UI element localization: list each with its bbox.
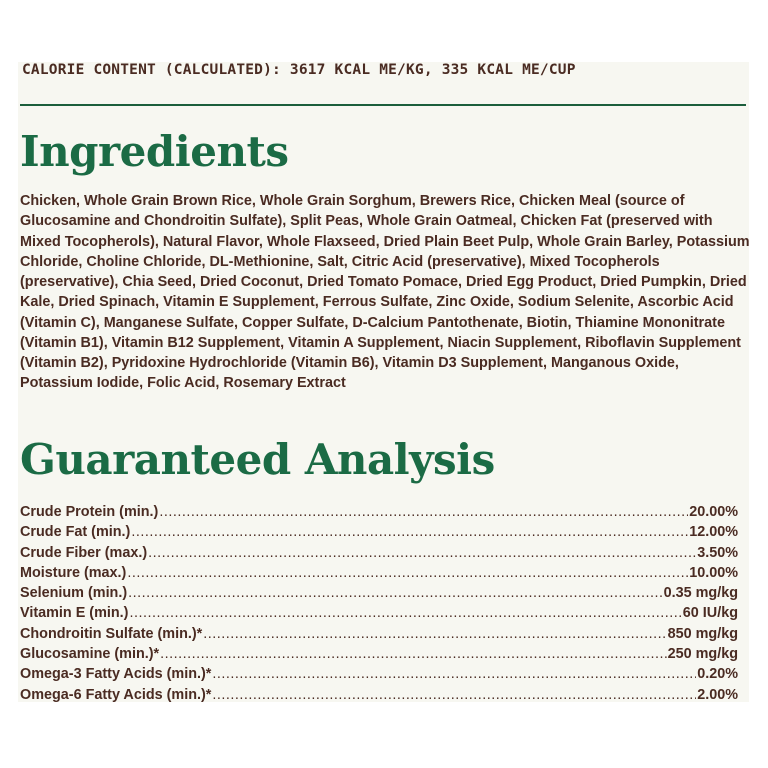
section-divider — [20, 104, 746, 106]
analysis-row — [20, 644, 738, 664]
analysis-row — [20, 502, 738, 522]
analysis-label: Omega-3 Fatty Acids (min.)* — [20, 666, 212, 683]
analysis-label: Omega-6 Fatty Acids (min.)* — [20, 686, 212, 703]
analysis-value: 10.00% — [689, 564, 738, 581]
dot-leader — [160, 644, 666, 664]
analysis-label: Moisture (max.) — [20, 564, 127, 581]
calorie-content: CALORIE CONTENT (CALCULATED): 3617 KCAL ME/KG, 335 KCAL ME/CUP — [22, 62, 576, 78]
analysis-label: Chondroitin Sulfate (min.)* — [20, 625, 203, 642]
dot-leader — [131, 522, 688, 542]
analysis-value: 0.20% — [697, 666, 738, 683]
dot-leader — [212, 685, 696, 705]
analysis-value: 0.35 mg/kg — [663, 585, 738, 602]
analysis-label: Crude Protein (min.) — [20, 504, 159, 520]
dot-leader — [129, 603, 681, 623]
analysis-row — [20, 563, 738, 583]
analysis-row — [20, 522, 738, 542]
analysis-value: 20.00% — [689, 504, 738, 520]
dot-leader — [203, 624, 666, 644]
analysis-row — [20, 543, 738, 563]
analysis-label: Crude Fat (min.) — [20, 524, 131, 541]
guaranteed-analysis-table — [20, 502, 738, 705]
analysis-value: 12.00% — [689, 524, 738, 541]
analysis-row — [20, 603, 738, 623]
analysis-value: 250 mg/kg — [667, 646, 738, 663]
dot-leader — [128, 583, 662, 603]
analysis-label: Vitamin E (min.) — [20, 605, 129, 622]
analysis-row — [20, 583, 738, 603]
analysis-label: Crude Fiber (max.) — [20, 544, 148, 561]
analysis-value: 850 mg/kg — [667, 625, 738, 642]
ingredients-list: Chicken, Whole Grain Brown Rice, Whole Grain Sorghum, Brewers Rice, Chicken Meal (source of Glucosamine and Chondroitin Sulfate), Split Peas, Whole Grain Oatmeal, Chicken Fat (preserved with Mixed Tocopherols), Natural Flavor, Whole Flaxseed, Dried Plain Beet Pulp, Whole Grain Barley, Potassium Chloride, Choline Chloride, DL-Methionine, Salt, Citric Acid (preservative), Mixed Tocopherols (preservative), Chia Seed, Dried Coconut, Dried Tomato Pomace, Dried Egg Product, Dried Pumpkin, Dried Kale, Dried Spinach, Vitamin E Supplement, Ferrous Sulfate, Zinc Oxide, Sodium Selenite, Ascorbic Acid (Vitamin C), Manganese Sulfate, Copper Sulfate, D-Calcium Pantothenate, Biotin, Thiamine Mononitrate (Vitamin B1), Vitamin B12 Supplement, Vitamin A Supplement, Niacin Supplement, Riboflavin Supplement (Vitamin B2), Pyridoxine Hydrochloride (Vitamin B6), Vitamin D3 Supplement, Manganous Oxide, Potassium Iodide, Folic Acid, Rosemary Extract — [20, 193, 750, 392]
analysis-row — [20, 664, 738, 684]
guaranteed-analysis-heading: Guaranteed Analysis — [20, 435, 495, 484]
analysis-row — [20, 685, 738, 705]
analysis-value: 2.00% — [697, 686, 738, 703]
dot-leader — [159, 502, 688, 522]
analysis-label: Selenium (min.) — [20, 585, 128, 602]
dot-leader — [127, 563, 688, 583]
ingredients-heading: Ingredients — [20, 127, 289, 176]
analysis-value: 3.50% — [697, 544, 738, 561]
dot-leader — [212, 664, 696, 684]
analysis-label: Glucosamine (min.)* — [20, 646, 160, 663]
analysis-row — [20, 624, 738, 644]
analysis-value: 60 IU/kg — [682, 605, 738, 622]
dot-leader — [148, 543, 696, 563]
